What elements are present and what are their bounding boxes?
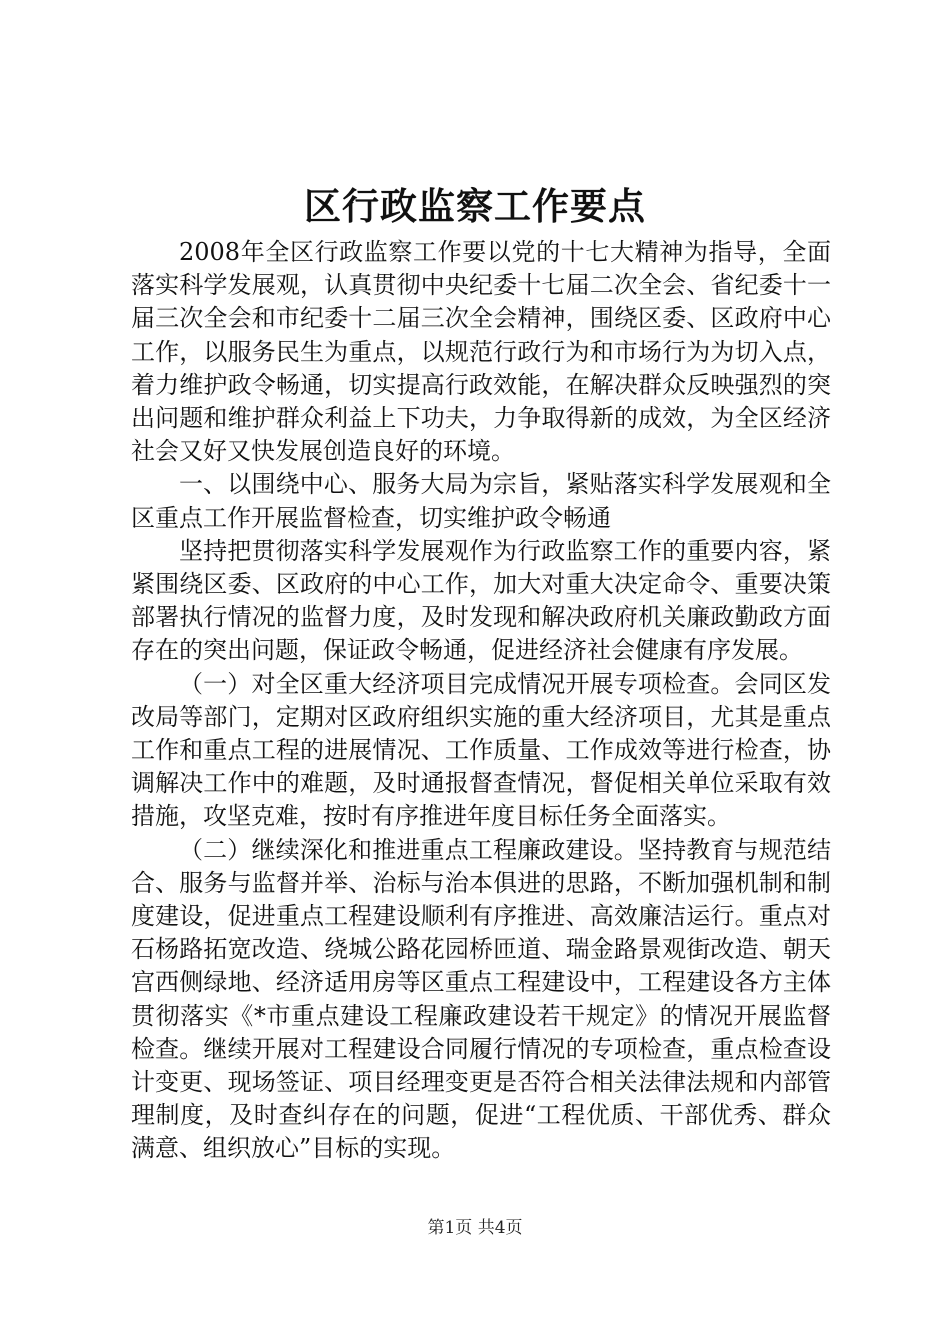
document-body [131,236,831,1166]
page-footer: 第1页 共4页 [427,1218,523,1238]
item-2-paragraph: （二）继续深化和推进重点工程廉政建设。坚持教育与规范结合、服务与监督并举、治标与治本俱进的思路，不断加强机制和制度建设，促进重点工程建设顺利有序推进、高效廉洁运行。重点对石杨路拓宽改造、绕城公路花园桥匝道、瑞金路景观街改造、朝天宫西侧绿地、经济适用房等区重点工程建设中，工程建设各方主体贯彻落实《*市重点建设工程廉政建设若干规定》的情况开展监督检查。继续开展对工程建设合同履行情况的专项检查，重点检查设计变更、现场签证、项目经理变更是否符合相关法律法规和内部管理制度，及时查纠存在的问题，促进“工程优质、干部优秀、群众满意、组织放心”目标的实现。 [131,835,831,1163]
section-1-paragraph: 坚持把贯彻落实科学发展观作为行政监察工作的重要内容，紧紧围绕区委、区政府的中心工作，加大对重大决定命令、重要决策部署执行情况的监督力度，及时发现和解决政府机关廉政勤政方面存在的突出问题，保证政令畅通，促进经济社会健康有序发展。 [131,536,831,665]
section-heading-1: 一、以围绕中心、服务大局为宗旨，紧贴落实科学发展观和全区重点工作开展监督检查，切实维护政令畅通 [131,470,831,532]
item-1-paragraph: （一）对全区重大经济项目完成情况开展专项检查。会同区发改局等部门，定期对区政府组织实施的重大经济项目，尤其是重点工作和重点工程的进展情况、工作质量、工作成效等进行检查，协调解决工作中的难题，及时通报督查情况，督促相关单位采取有效措施，攻坚克难，按时有序推进年度目标任务全面落实。 [131,669,831,831]
document-title: 区行政监察工作要点 [304,184,646,228]
intro-paragraph: 2008年全区行政监察工作要以党的十七大精神为指导，全面落实科学发展观，认真贯彻中央纪委十七届二次全会、省纪委十一届三次全会和市纪委十二届三次全会精神，围绕区委、区政府中心工作，以服务民生为重点，以规范行政行为和市场行为为切入点，着力维护政令畅通，切实提高行政效能，在解决群众反映强烈的突出问题和维护群众利益上下功夫，力争取得新的成效，为全区经济社会又好又快发展创造良好的环境。 [131,238,831,466]
